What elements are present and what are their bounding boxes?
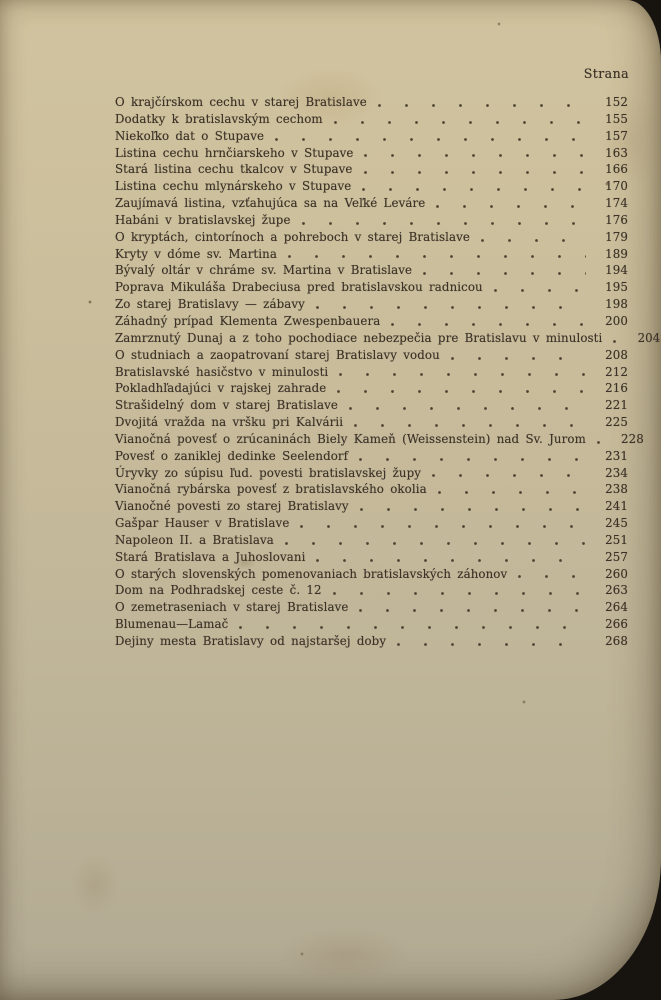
toc-entry-title: Úryvky zo súpisu ľud. povesti bratislavskej župy [115, 465, 422, 480]
toc-row [115, 246, 628, 263]
toc-row [115, 178, 628, 195]
toc-row [115, 279, 628, 296]
toc-entry-title: Niekoľko dat o Stupave [115, 128, 265, 143]
toc-entry-page: 263 [605, 583, 628, 598]
toc-entry-page: 268 [605, 634, 628, 648]
table-of-contents [115, 94, 661, 650]
toc-row [115, 498, 628, 515]
toc-row [115, 161, 628, 178]
toc-entry-page: 231 [605, 448, 628, 463]
toc-entry-page: 152 [605, 95, 628, 109]
toc-row [115, 431, 644, 448]
dot-leader [435, 204, 586, 209]
toc-row [115, 262, 628, 279]
toc-entry-title: Poprava Mikuláša Drabeciusa pred bratislavskou radnicou [115, 280, 483, 295]
toc-entry-page: 264 [605, 600, 628, 615]
dot-leader [361, 187, 586, 192]
toc-entry-title: Povesť o zaniklej dedinke Seelendorf [115, 448, 349, 463]
toc-entry-title: Vianočná povesť o zrúcaninách Biely Kameň (Weissenstein) nad Sv. Jurom [115, 431, 586, 446]
toc-row [115, 448, 628, 465]
dot-leader [333, 120, 586, 125]
toc-row [115, 465, 628, 482]
toc-entry-page: 225 [605, 415, 628, 430]
toc-entry-page: 251 [605, 532, 628, 547]
dot-leader [348, 406, 586, 411]
toc-entry-page: 195 [605, 280, 628, 295]
toc-entry-page: 179 [605, 229, 628, 244]
dot-leader [480, 238, 586, 243]
toc-entry-title: Listina cechu hrnčiarskeho v Stupave [115, 145, 354, 160]
toc-entry-title: Bývalý oltár v chráme sv. Martina v Bratislave [115, 263, 413, 278]
toc-row [115, 414, 628, 431]
dot-leader [284, 541, 586, 546]
toc-entry-title: Dodatky k bratislavským cechom [115, 111, 323, 126]
toc-entry-title: Habáni v bratislavskej župe [115, 212, 291, 227]
toc-entry-title: Bratislavské hasičstvo v minulosti [115, 364, 329, 379]
toc-entry-page: 208 [605, 347, 628, 362]
toc-row [115, 145, 628, 162]
toc-row [115, 347, 628, 364]
dot-leader [299, 524, 586, 529]
dot-leader [338, 372, 586, 377]
toc-entry-page: 166 [605, 162, 628, 177]
dot-leader [353, 423, 586, 428]
toc-row [115, 616, 628, 633]
toc-row [115, 195, 628, 212]
dot-leader [315, 558, 586, 563]
toc-row [115, 229, 628, 246]
toc-row [115, 532, 628, 549]
dot-leader [359, 507, 586, 512]
toc-entry-page: 204 [637, 330, 661, 345]
dot-leader [396, 642, 586, 647]
toc-row [115, 296, 628, 313]
toc-entry-page: 176 [605, 212, 628, 227]
toc-entry-title: Dejiny mesta Bratislavy od najstaršej doby [115, 634, 387, 648]
toc-entry-title: O kryptách, cintorínoch a pohreboch v starej Bratislave [115, 229, 470, 244]
dot-leader [422, 271, 586, 276]
dot-leader [493, 288, 586, 293]
dot-leader [332, 591, 586, 596]
dot-leader [377, 103, 586, 108]
toc-entry-page: 266 [605, 617, 628, 632]
toc-entry-page: 221 [605, 398, 628, 413]
toc-entry-title: Stará Bratislava a Juhoslovani [115, 549, 306, 564]
dot-leader [612, 339, 618, 344]
toc-row [115, 633, 628, 650]
toc-entry-title: O krajčírskom cechu v starej Bratislave [115, 95, 367, 109]
dot-leader [437, 490, 586, 495]
toc-entry-title: Blumenau—Lamač [115, 617, 229, 632]
dot-leader [336, 389, 586, 394]
toc-row [115, 481, 628, 498]
toc-entry-title: Gašpar Hauser v Bratislave [115, 516, 290, 531]
dot-leader [431, 473, 586, 478]
toc-entry-title: Listina cechu mlynárskeho v Stupave [115, 179, 352, 194]
dot-leader [390, 322, 586, 327]
toc-row [115, 330, 661, 347]
toc-entry-page: 234 [605, 465, 628, 480]
toc-entry-page: 194 [605, 263, 628, 278]
toc-row [115, 128, 628, 145]
toc-row [115, 582, 628, 599]
toc-entry-page: 189 [605, 246, 628, 261]
toc-row [115, 313, 628, 330]
toc-entry-page: 170 [605, 179, 628, 194]
toc-entry-title: Záhadný prípad Klementa Zwespenbauera [115, 313, 381, 328]
dot-leader [238, 625, 586, 630]
toc-entry-page: 174 [605, 196, 628, 211]
toc-row [115, 212, 628, 229]
toc-entry-page: 245 [605, 516, 628, 531]
dot-leader [358, 608, 586, 613]
toc-entry-title: Dom na Podhradskej ceste č. 12 [115, 583, 322, 598]
dot-leader [450, 356, 586, 361]
toc-entry-title: Zaujímavá listina, vzťahujúca sa na Veľké Leváre [115, 196, 426, 211]
toc-entry-page: 216 [605, 381, 628, 396]
dot-leader [363, 170, 587, 175]
toc-row [115, 364, 628, 381]
toc-entry-page: 257 [605, 549, 628, 564]
toc-row [115, 94, 628, 111]
toc-entry-title: Zo starej Bratislavy — zábavy [115, 297, 305, 312]
toc-row [115, 549, 628, 566]
toc-entry-title: Pokladhľadajúci v rajskej zahrade [115, 381, 327, 396]
toc-entry-title: O starých slovenských pomenovaniach bratislavských záhonov [115, 566, 508, 581]
toc-entry-title: Kryty v dóme sv. Martina [115, 246, 277, 261]
toc-entry-page: 260 [605, 566, 628, 581]
toc-entry-page: 200 [605, 313, 628, 328]
dot-leader [358, 457, 586, 462]
toc-entry-page: 163 [605, 145, 628, 160]
toc-entry-title: Vianočné povesti zo starej Bratislavy [115, 499, 349, 514]
page-column-header: Strana [583, 66, 629, 81]
dot-leader [596, 440, 602, 445]
dot-leader [363, 153, 586, 158]
dot-leader [315, 305, 586, 310]
toc-entry-title: O studniach a zaopatrovaní starej Bratislavy vodou [115, 347, 440, 362]
toc-entry-title: Dvojitá vražda na vršku pri Kalvárii [115, 415, 344, 430]
dot-leader [287, 254, 586, 259]
toc-row [115, 515, 628, 532]
toc-entry-page: 238 [605, 482, 628, 497]
toc-entry-title: Napoleon II. a Bratislava [115, 532, 274, 547]
toc-entry-title: Strašidelný dom v starej Bratislave [115, 398, 338, 413]
dot-leader [301, 221, 586, 226]
toc-row [115, 566, 628, 583]
dot-leader [517, 574, 586, 579]
toc-entry-title: Stará listina cechu tkalcov v Stupave [115, 162, 353, 177]
toc-entry-title: Zamrznutý Dunaj a z toho pochodiace nebezpečia pre Bratislavu v minulosti [115, 330, 603, 345]
toc-entry-title: O zemetraseniach v starej Bratislave [115, 600, 349, 615]
toc-entry-title: Vianočná rybárska povesť z bratislavského okolia [115, 482, 427, 497]
toc-row [115, 380, 628, 397]
toc-entry-page: 155 [605, 111, 628, 126]
toc-entry-page: 157 [605, 128, 628, 143]
toc-row [115, 397, 628, 414]
toc-entry-page: 212 [605, 364, 628, 379]
toc-entry-page: 241 [605, 499, 628, 514]
toc-entry-page: 228 [621, 431, 644, 446]
toc-row [115, 599, 628, 616]
toc-entry-page: 198 [605, 297, 628, 312]
dot-leader [274, 137, 586, 142]
toc-row [115, 111, 628, 128]
